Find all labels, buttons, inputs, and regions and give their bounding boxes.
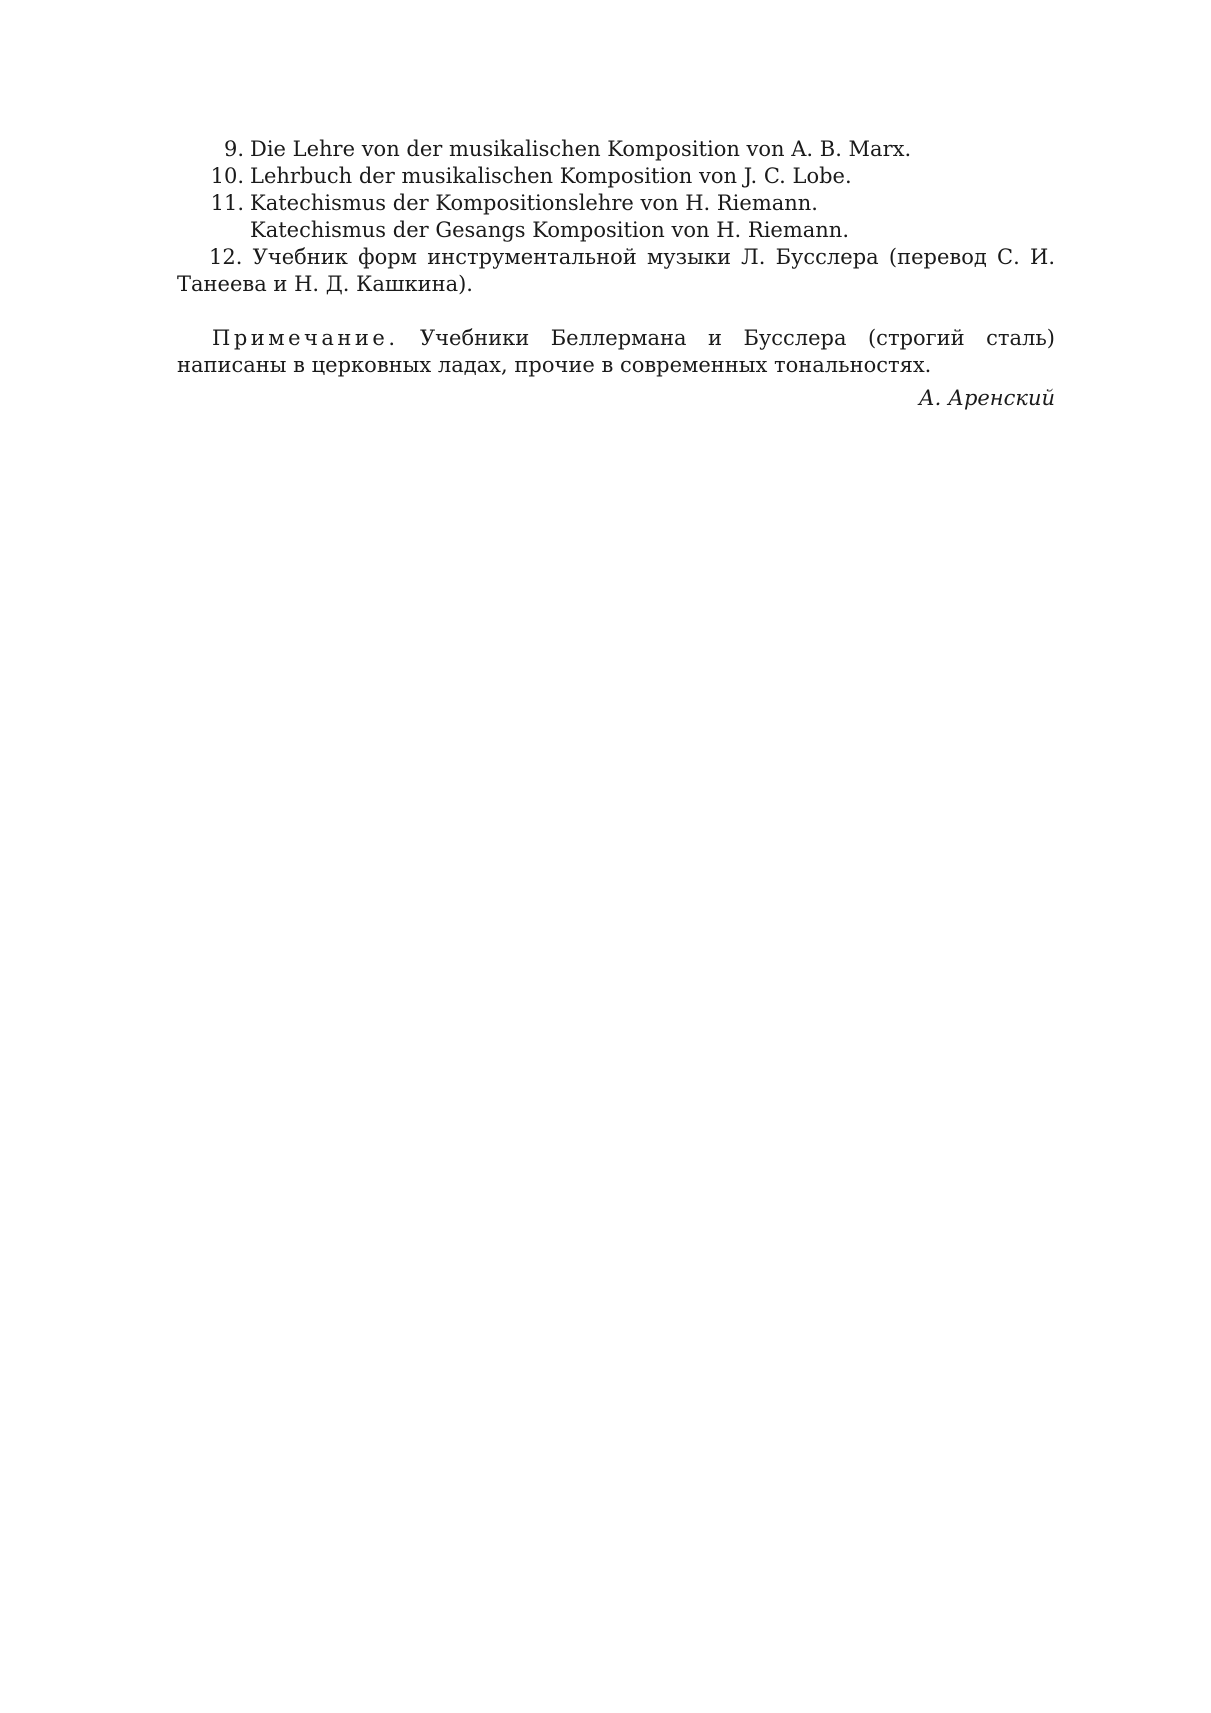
reference-text: Учебник форм инструментальной музыки Л. Бусслера (перевод С. И. Танеева и Н. Д. Кашкина). (177, 245, 1055, 296)
reference-number: 9. (223, 137, 244, 161)
reference-number: 11. (210, 191, 244, 215)
reference-item-12 (177, 244, 1055, 298)
author-signature: А. Аренский (918, 386, 1055, 410)
reference-item-10 (177, 163, 1055, 190)
reference-text-group (250, 190, 1055, 244)
reference-text: Die Lehre von der musikalischen Komposition von A. B. Marx. (250, 137, 912, 161)
text-block (177, 136, 1055, 412)
reference-number: 12. (209, 245, 243, 269)
reference-number: 10. (210, 164, 244, 188)
reference-text: Lehrbuch der musikalischen Komposition von J. C. Lobe. (250, 164, 852, 188)
note-text: Учебники Беллермана и Бусслера (строгий сталь) написаны в церковных ладах, прочие в современных тональностях. (177, 326, 1055, 377)
note-paragraph (177, 325, 1055, 379)
reference-text: Katechismus der Gesangs Komposition von H. Riemann. (250, 218, 849, 242)
reference-item-11 (177, 190, 1055, 244)
note-label: Примечание. (212, 326, 399, 350)
reference-item-9 (177, 136, 1055, 163)
reference-text: Katechismus der Kompositionslehre von H. Riemann. (250, 191, 818, 215)
